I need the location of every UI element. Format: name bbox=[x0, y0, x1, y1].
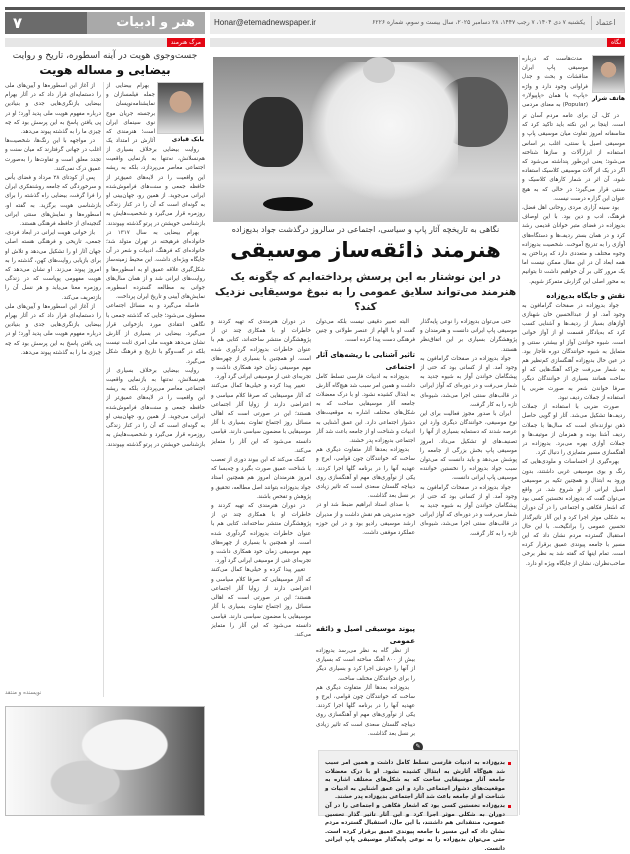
highlight-item: بدیع‌زاده نخستین کسی بود که اشعار فکاهی و اجتماعی را در آن دوران به شکلی موثر اجرا کرد و این آثار تاثیر گذار تحسین عمومی، منتقدانی هم داشتند، با این حال، استقبال گسترده مردم نشان داد که این مسیر با جامعه پیوندی عمیق برقرار کرده است. حتی می‌توان بدیع‌زاده را به نوعی پایه‌گذار موسیقی پاپ ایرانی دانست. bbox=[325, 802, 511, 854]
main-col-2-bottom: پیوند موسیقی اصیل و ذائقه عمومی از نظر گاه به نظر می‌رسد بدیع‌زاده بیش از ۸۰۰ آهنگ ساخته است که بسیاری از آنها را خودش اجرا کرد و بسیاری دیگر را برای خوانندگان مختلف ساخت. بدیع‌زاده بعدها آثار متفاوت دیگری هم ساخت که خوانندگان چون قوامی، ایرج و عهدیه آنها را در برنامه گلها اجرا کردند. یکی از نوآوری‌های مهم او آهنگسازی روی دیباچه گلستان سعدی است که تاثیر زیادی بر نسل بعد گذاشت. bbox=[316, 620, 415, 740]
highlight-item: بدیع‌زاده به ادبیات فارسی تسلط کامل داشت و همین امر سبب شد هیچ‌گاه آثارش به ابتذال کشیده نشود. او با درک معضلات جامعه آثار موسیقایی ساخت که به شکل‌های مختلف اشاره به موقعیت‌های دشوار اجتماعی دارد و این عمق آشنایی به ادبیات و شناخت او از جامعه باعث شد آثار اجتماعی بدیع‌زاده پدر خشند. bbox=[325, 759, 511, 802]
photo-detail bbox=[363, 57, 395, 83]
photo-detail bbox=[243, 97, 303, 167]
subheading: نقش و جایگاه بدیع‌زاده bbox=[546, 291, 625, 300]
section-title: هنر و ادبیات bbox=[87, 12, 205, 34]
main-col-3: در دوران هنرمندی که تهیه کردند و خاطرات او با همکاری چند تن از پژوهشگران منتشر ساخته‌اند، کتابی هم با عنوان خاطرات بدیع‌زاده گردآوری شده است. او همچنین با بسیاری از چهره‌های مهم موسیقی زمان خود همکاری داشت و تجربه‌ای غنی از موسیقی ایرانی گرد آورد. تغییر پیدا کرده و خیلی‌ها کمال می‌کنند که آثار موسیقایی که صرفا کلام سیاسی و اعتراضی دارند از زوایا آثار اجتماعی هستند؛ این در صورتی است که اهالی مسائل روز اجتماع تفاوت بسیاری با آثار موسیقایی با مضمون سیاسی دارند. قیاسی دانسته می‌شود که این آثار را متمایز می‌کند. کمک می‌کند که این بیوند دوری از تعصب یا شناخت عمیق صورت بگیرد و چه‌بسا که امروز هنرمندان امروز هم همچنین استاد جواد بدیع‌زاده بتوانند اصل مطالعه، تحقیق و پژوهش و تفحص باشند. در دوران هنرمندی که تهیه کردند و خاطرات او با همکاری چند تن از پژوهشگران منتشر ساخته‌اند، کتابی هم با عنوان خاطرات بدیع‌زاده گردآوری شده است. او همچنین با بسیاری از چهره‌های مهم موسیقی زمان خود همکاری داشت و تجربه‌ای غنی از موسیقی ایرانی گرد آورد. تغییر پیدا کرده و خیلی‌ها کمال می‌کنند که آثار موسیقایی که صرفا کلام سیاسی و اعتراضی دارند از زوایا آثار اجتماعی هستند؛ این در صورتی است که اهالی مسائل روز اجتماع تفاوت بسیاری با آثار موسیقایی با مضمون سیاسی دارند. قیاسی دانسته می‌شود که این آثار را متمایز می‌کند. bbox=[211, 319, 311, 638]
highlight-box bbox=[318, 750, 518, 852]
left-headline: بیضایی و مساله هویت bbox=[39, 63, 171, 77]
subheading: تاثیر آشنایی با ریشه‌های آثار اجتماعی bbox=[316, 350, 415, 371]
divider bbox=[103, 82, 104, 697]
subheading: پیوند موسیقی اصیل و ذائقه عمومی bbox=[316, 625, 415, 645]
opinion-body: در کل، آن برای عامه مردم آسان تر است. اینجا بر این نکته باید تاکید کرد که متاسفانه امروز تفاوت میان موسیقی پاپ و موسیقی اصیل یا سنتی، اغلب بر اساس استفاده از ابزارآلات و سازها شناخته می‌شود؛ یعنی این‌طور پنداشته می‌شود که اگر در یک اثر آلات موسیقی کلاسیک استفاده شود، آن اثر در شمار کارهای کلاسیک و سنتی قرار می‌گیرد؛ در حالی که به هیچ عنوان این گزاره درست نیست. بود سینه آزاری مردی روحانی اهل فضل، فرهنگ، ادب و دین بود. با این اوصاف بدیع‌زاده در فضای متبر خوانان قدیمی رشد کرد و در همان بستر ردیف‌ها و دستگاه‌های آوازی را به تدریج آموخت. شخصیت بدیع‌زاده وجوه مختلف و متعددی دارد که پرداختن به همه ابعاد آن در این مقال ممکن نیست اما یک مرور کلی بر آن خواهیم داشت تا بتوانیم به محور اصلی این گزارش متمرکز شویم. نقش و جایگاه بدیع‌زاده جواد بدیع‌زاده در صفحات گرامافون به وجود آمد. او از عبدالحسین خان شهنازی آوازهای بسیار از ردیف‌ها و آشنایی کسب کرد که به‌یادگار قسمت او از آواز خوانی است. شیوه خواندن آواز او بیشتر، سنتی و متمایل به شیوه خوانندگان دوره قاجار بود. در عین حال بدیع‌زاده آهنگسازی کم‌نظیر هم به شمار می‌رفت چراکه آهنگ‌هایی که او ساخت همانند بسیاری از خوانندگان دیگر، صرفا خواندن شعر به صورت ضربی یا استفاده از جملات ردیف نبود. صورت ضربی با استفاده از جملات ردیف‌ها تشکیل می‌شد. آثار او گویی حاصل ذهن نوازنده‌ای است که سال‌ها با جملات ردیف آشنا بوده و همزمان از موتیف‌ها و جملات آوازی بهره می‌برد. بدیع‌زاده در آهنگسازی مسیر متمایزی را دنبال کرد. بهره‌گیری از احساسات و ملودی‌هایی که رنگ و بوی موسیقی غربی داشتند، بدون ورود به ابتذال و همچنین تکیه بر موسیقی اصیل ایرانی از او شروع شد. در واقع می‌توان گفت که بدیع‌زاده نخستین کسی بود که اشعار فکاهی و اجتماعی را در آن دوران به شکلی موثر اجرا کرد و این آثار تاثیرگذار تحسین عمومی را برانگیخت. با این حال استقبال گسترده مردم نشان داد که این مسیر با جامعه پیوندی عمیق برقرار کرده است. تمام اینها که گفته شد به نظر برخی صاحب‌نظران، نشان از جایگاه ویژه او دارد. bbox=[522, 113, 625, 567]
masthead-bar bbox=[210, 12, 625, 34]
left-col-right-top: بهرام بیضایی از جمله فیلمسازان و نمایشنامه‌نویسان برجسته جریان موج نوی سینمای ایران است؛ هنرمندی که آثارش در امتداد یک bbox=[106, 83, 155, 144]
author-name: هاتف شرار bbox=[591, 95, 625, 102]
left-section-bar bbox=[5, 38, 205, 47]
section-label: مرگ هنرمند bbox=[167, 38, 205, 47]
photo-detail bbox=[263, 197, 313, 211]
main-section-bar bbox=[210, 38, 625, 47]
issue-date: یکشنبه ۷ دی ۱۴۰۴، ۷ رجب ۱۴۴۷، ۲۸ دسامبر ۲۰۲۵، سال بیست و سوم، شماره ۶۲۲۶ bbox=[372, 19, 585, 26]
top-rule bbox=[5, 7, 625, 10]
newspaper-logo: اعتماد bbox=[591, 16, 619, 30]
main-subheadline: در این نوشتار به این پرسش پرداخته‌ایم که چگونه یک هنرمند می‌تواند سلایق عمومی را به نبوغ موسیقایی نزدیک کند؟ bbox=[214, 271, 517, 313]
signature: نویسنده و منتقد bbox=[5, 690, 42, 696]
left-col-right: روایت بیضایی برخلاف بسیاری از هم‌نسلانش، نه‌تنها به بازنمایی واقعیت اجتماعی معاصر می‌پردازد، بلکه به ریشه این واقعیت را در لایه‌های عمیق‌تر از حافظه جمعی و سنت‌های فراموش‌شده ایرانی می‌جوید. از همین رو، جهان‌بینی او به گونه‌ای است که آن را در کنار زندگی روزمره قرار می‌گیرد و شخصیت‌هایش به بازشناسی خویشتن در پرتو گذشته بپیوندند. بهرام بیضایی به سال ۱۳۱۷ در خانواده‌ای فرهیخته در تهران متولد شد؛ خانواده‌ای که فرهنگ، ادبیات و شعر در آن جایگاه ویژه‌ای داشت. این محیط زمینه‌ساز شکل‌گیری علاقه عمیق او به اسطوره‌ها و روایت‌های ایرانی شد و از همان سال‌های جوانی به مطالعه گسترده اسطوره، نمایش‌های آیینی و تاریخ ایران پرداخت. فاصله می‌گیرد و به مسائل اجتماعی معطوف می‌شود؛ جایی که گذشته جمعی با نگاهی انتقادی مورد بازخوانی قرار می‌گیرد. بیضایی در بسیاری از آثارش نشان می‌دهد هویت ملی امری ثابت نیست بلکه در گفت‌وگو با تاریخ و فرهنگ شکل می‌گیرد. روایت بیضایی برخلاف بسیاری از هم‌نسلانش، نه‌تنها به بازنمایی واقعیت اجتماعی معاصر می‌پردازد، بلکه به ریشه این واقعیت را در لایه‌های عمیق‌تر از حافظه جمعی و سنت‌های فراموش‌شده ایرانی می‌جوید. از همین رو، جهان‌بینی او به گونه‌ای است که آن را در کنار زندگی روزمره قرار می‌گیرد و شخصیت‌هایش به بازشناسی خویشتن در پرتو گذشته بپیوندند. bbox=[106, 147, 205, 448]
divider bbox=[519, 55, 520, 815]
email-link[interactable]: Honar@etemadnewspaper.ir bbox=[214, 18, 316, 27]
author-photo bbox=[157, 82, 204, 134]
opinion-intro: مدت‌هاست که درباره موسیقی پاپ ایران مناقشات و بحث و جدل فراوانی وجود دارد و واژه «پاپ» یا همان «پاپیولار» (Popular) به معنای مردمی bbox=[522, 56, 588, 109]
main-photo bbox=[213, 57, 518, 222]
author-photo bbox=[592, 55, 625, 93]
section-label: نگاه bbox=[607, 38, 625, 47]
left-col-left: از آغاز این اسطوره‌ها و آیین‌های ملی را دستمایه‌ای قرار داد که در آثار بهرام بیضایی بازنگری‌هایی جدی و بنیادین درباره مفهوم هویت ملی پدید آورد؛ او در پی یافتن پاسخ به این پرسش بود که چه چیزی ما را به گذشته پیوند می‌دهد. در مواجهه با این رنگ‌ها، شخصیت‌ها اغلب در جهانی گرفتارند که میان سنت و تجدد معلق است و تفاوت‌ها را به‌صورت عمیق درک نمی‌کنند. پس از کودتای ۲۸ مرداد و فضای یأس و سرخوردگی که جامعه روشنفکری ایران را فرا گرفت، بیضایی راه گذشته را برای بازشناسی هویت برگزید. به گفته او، اسطوره‌ها و نمایش‌های سنتی ایرانی گنجینه‌ای از حافظه فرهنگی هستند. باز خوانی هویت ایرانی در ابعاد فردی، جمعی، تاریخی و فرهنگی هسته اصلی جهان آثار او را تشکیل می‌دهد و تلاش او برای بازیابی روایت‌های کهن، گذشته را به امروز پیوند می‌زند. او نشان می‌دهد که هویت مفهومی پویاست که در زندگی روزمره معنا می‌یابد و هر نسل آن را بازتعریف می‌کند. از آغاز این اسطوره‌ها و آیین‌های ملی را دستمایه‌ای قرار داد که در آثار بهرام بیضایی بازنگری‌هایی جدی و بنیادین درباره مفهوم هویت ملی پدید آورد؛ او در پی یافتن پاسخ به این پرسش بود که چه چیزی ما را به گذشته پیوند می‌دهد. bbox=[5, 83, 101, 356]
main-col-1: حتی می‌توان بدیع‌زاده را نوعی پایه‌گذار موسیقی پاپ ایرانی دانست و هنرمندان و پژوهشگران بسیاری بر این اتفاق‌نظر هستند. جواد بدیع‌زاده در صفحات گرامافون به وجود آمد. او از کسانی بود که حتی از پیشگامان خواندن آواز به شیوه جدید به شمار می‌رفت و در دوره‌ای که آواز ایرانی در قالب‌های سنتی اجرا می‌شد، شیوه‌ای تازه را به کار گرفت. ایران با صدور مجوز فعالیت برای این نوع موسیقی، خوانندگان دیگری وارد این عرصه شدند که دستمایه بسیاری از آنها را تصنیف‌های او تشکیل می‌داد. امروز موسیقی پاپ بخش بزرگی از جامعه را پوشش می‌دهد و باید دانست که می‌توان سبب جواد بدیع‌زاده را نخستین خواننده موسیقی پاپ ایرانی دانست. جواد بدیع‌زاده در صفحات گرامافون به وجود آمد. او از کسانی بود که حتی از پیشگامان خواندن آواز به شیوه جدید به شمار می‌رفت و در دوره‌ای که آواز ایرانی در قالب‌های سنتی اجرا می‌شد، شیوه‌ای تازه را به کار گرفت. bbox=[420, 319, 517, 537]
left-kicker: جست‌وجوی هویت در آینه اسطوره، تاریخ و روایت bbox=[12, 51, 198, 61]
page-number: ۷ bbox=[5, 12, 87, 34]
main-headline: هنرمند ذائقه‌ساز موسیقی bbox=[230, 238, 501, 262]
main-kicker: نگاهی به تاریخچه آثار پاپ و سیاسی، اجتماعی در سالروز درگذشت جواد بدیع‌زاده bbox=[231, 225, 500, 234]
portrait-photo bbox=[5, 706, 205, 816]
main-col-2: البته تعبیر دقیقی نیست بلکه می‌توان گفت او با الهام از عنصر طولانی و چنین فرهنگی دست پیدا کرده است. تاثیر آشنایی با ریشه‌های آثار اجتماعی بدیع‌زاده به ادبیات فارسی تسلط کامل داشت و همین امر سبب شد هیچ‌گاه آثارش به ابتذال کشیده نشود. او با درک معضلات جامعه آثار موسیقایی ساخت که به شکل‌های مختلف اشاره به موقعیت‌های دشوار اجتماعی دارد. این عمق آشنایی به ادبیات و شناخت او از جامعه باعث شد آثار اجتماعی بدیع‌زاده پدر خشند. بدیع‌زاده بعدها آثار متفاوت دیگری هم ساخت که خوانندگان چون قوامی، ایرج و عهدیه آنها را در برنامه گلها اجرا کردند. یکی از نوآوری‌های مهم او آهنگسازی روی دیباچه گلستان سعدی است که تاثیر زیادی بر نسل بعد گذاشت. با صدای استاد ابراهیم ضبط شد او در حوزه مدیریتی هم نقش داشت و از مدیران ارشد موسیقی رادیو بود و در این حوزه عملکرد موفقی داشت. bbox=[316, 319, 415, 537]
author-name: بابک قبادی bbox=[171, 136, 204, 143]
quote-icon: ✎ bbox=[413, 742, 423, 752]
photo-detail bbox=[308, 62, 458, 202]
